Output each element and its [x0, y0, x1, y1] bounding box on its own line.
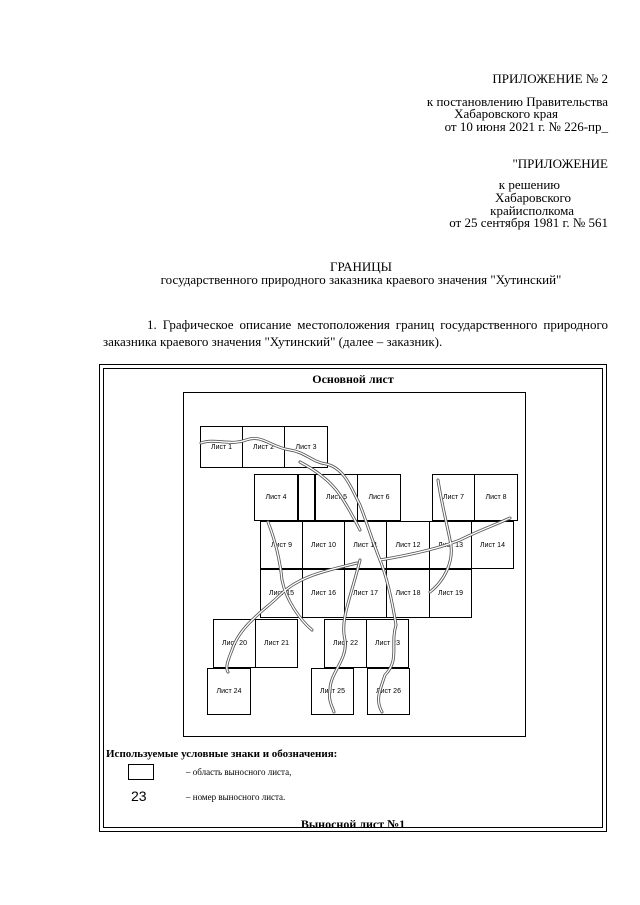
decision-line-3: крайисполкома: [490, 203, 574, 218]
sheet-15: Лист 15: [260, 569, 303, 618]
sheet-22: Лист 22: [324, 619, 367, 668]
legend-number-symbol: 23: [131, 788, 147, 804]
sheet-9: Лист 9: [260, 521, 303, 569]
sheet-10: Лист 10: [302, 521, 345, 569]
sheet-18: Лист 18: [386, 569, 430, 618]
appendix-number: ПРИЛОЖЕНИЕ № 2: [492, 71, 608, 86]
sheet-6: Лист 6: [357, 474, 401, 521]
sheet-23: Лист 23: [366, 619, 409, 668]
description-paragraph: 1. Графическое описание местоположения границ государственного природного заказника краевого значения "Хутинский" (далее – заказник).: [103, 317, 608, 349]
footer-sheet-title: Выносной лист №1: [300, 817, 406, 831]
legend-number-text: – номер выносного листа.: [186, 792, 286, 802]
sheet-2: Лист 2: [242, 426, 285, 468]
document-subtitle: государственного природного заказника краевого значения "Хутинский": [160, 272, 562, 287]
decision-line-2: Хабаровского: [494, 190, 571, 205]
appendix-old: "ПРИЛОЖЕНИЕ: [512, 156, 608, 171]
sheet-3: Лист 3: [284, 426, 328, 468]
legend-area-symbol: [128, 764, 154, 780]
legend-title: Используемые условные знаки и обозначения:: [106, 748, 338, 760]
decree-line-2: Хабаровского края: [454, 106, 558, 121]
decision-line-1: к решению: [498, 177, 560, 192]
sheet-21: Лист 21: [255, 619, 298, 668]
decree-line-1: к постановлению Правительства: [426, 94, 608, 109]
sheet-24: Лист 24: [207, 668, 251, 715]
sheet-20: Лист 20: [213, 619, 256, 668]
sheet-19: Лист 19: [429, 569, 472, 618]
sheet-25: Лист 25: [311, 668, 354, 715]
decree-line-3: от 10 июня 2021 г. № 226-пр_: [444, 119, 608, 134]
sheet-7: Лист 7: [432, 474, 475, 521]
sheet-12: Лист 12: [386, 521, 430, 569]
sheet-11: Лист 11: [344, 521, 387, 569]
sheet-5: Лист 5: [315, 474, 358, 521]
sheet-8: Лист 8: [474, 474, 518, 521]
sheet-14: Лист 14: [471, 521, 514, 569]
decision-line-4: от 25 сентября 1981 г. № 561: [449, 215, 608, 230]
legend-area-text: – область выносного листа,: [186, 767, 292, 777]
main-sheet-title: Основной лист: [312, 372, 394, 386]
sheet-4: Лист 4: [254, 474, 298, 521]
document-title: ГРАНИЦЫ: [330, 259, 392, 274]
sheet-13: Лист 13: [429, 521, 472, 569]
sheet-26: Лист 26: [367, 668, 410, 715]
sheet-17: Лист 17: [344, 569, 387, 618]
sheet-16: Лист 16: [302, 569, 345, 618]
sheet-1: Лист 1: [200, 426, 243, 468]
